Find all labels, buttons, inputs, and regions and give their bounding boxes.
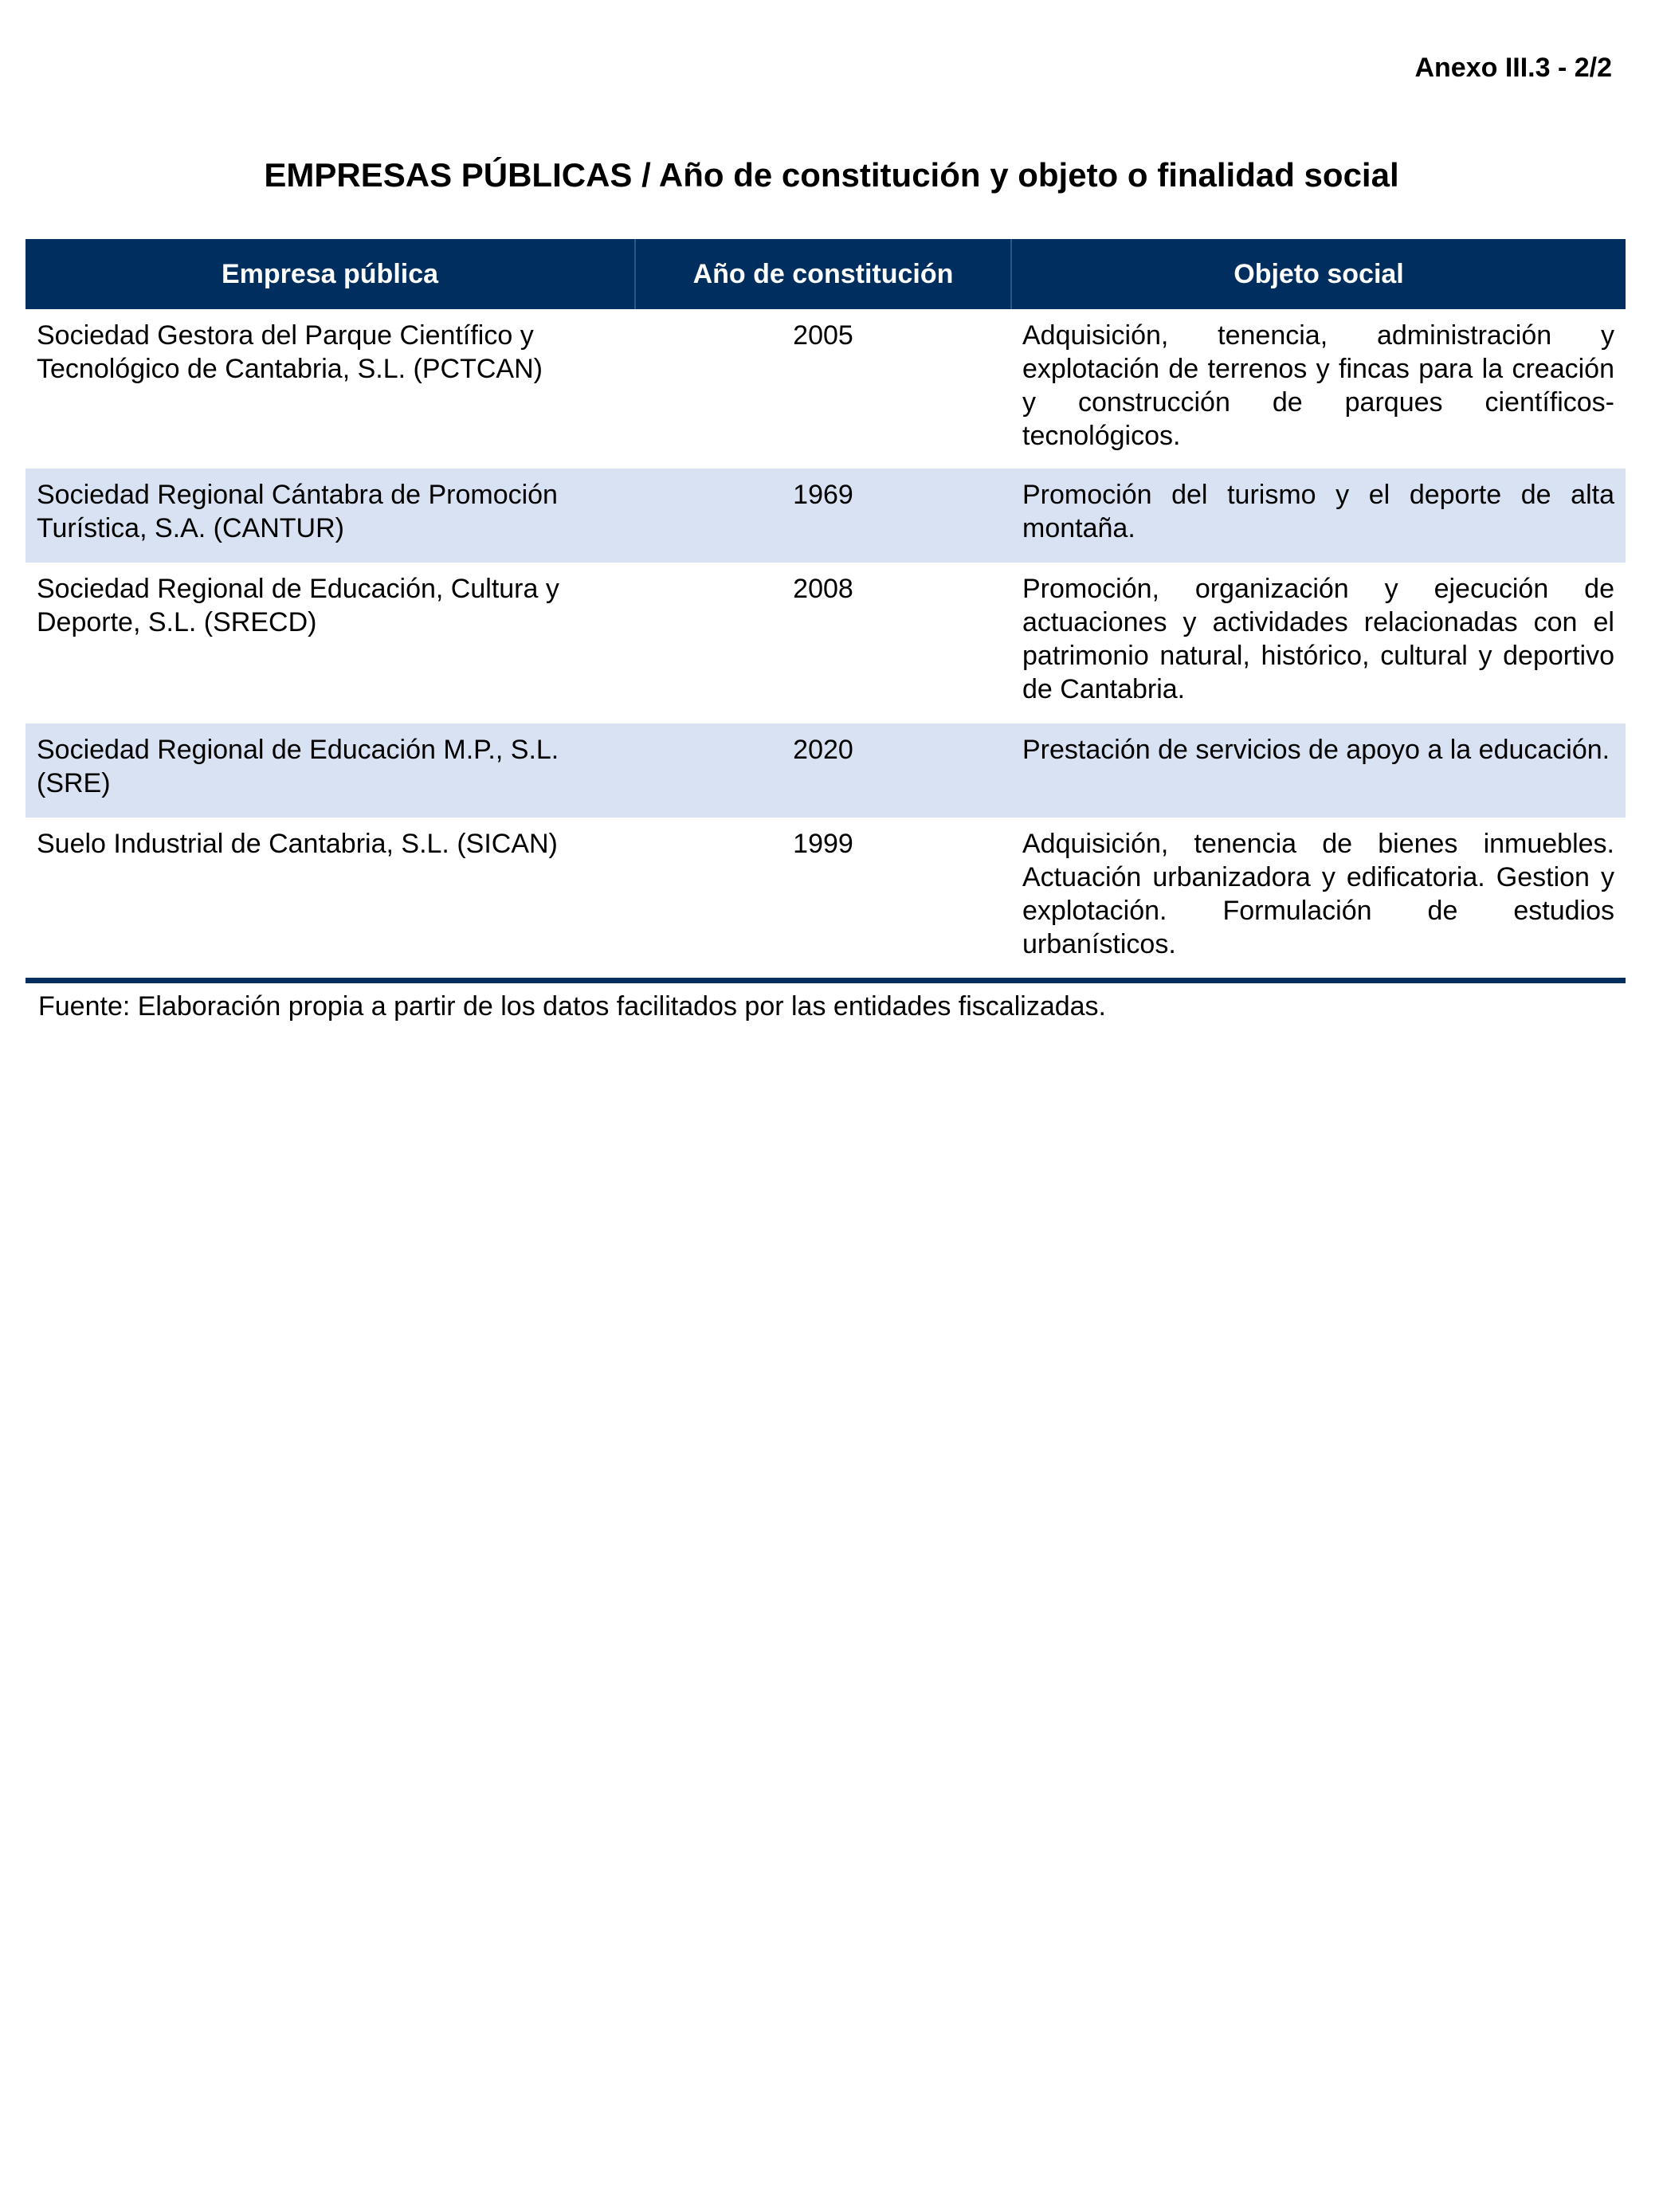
cell-empresa: Sociedad Gestora del Parque Científico y Tecnológico de Cantabria, S.L. (PCTCAN)	[37, 320, 543, 384]
table-header-row	[25, 239, 1626, 309]
annex-label: Anexo III.3 - 2/2	[1414, 53, 1612, 83]
column-header-anio: Año de constitución	[635, 239, 1011, 309]
table-row	[25, 469, 1626, 563]
table-row	[25, 309, 1626, 469]
cell-objeto: Prestación de servicios de apoyo a la educación.	[1011, 724, 1626, 818]
cell-objeto: Adquisición, tenencia de bienes inmuebles. Actuación urbanizadora y edificatoria. Gestion y explotación. Formulación de estudios urbanísticos.	[1011, 818, 1626, 980]
cell-anio: 1999	[635, 818, 1011, 980]
cell-anio: 1969	[635, 469, 1011, 563]
cell-objeto: Promoción, organización y ejecución de actuaciones y actividades relacionadas con el patrimonio natural, histórico, cultural y deportivo de Cantabria.	[1022, 574, 1614, 704]
table-row	[25, 563, 1626, 724]
cell-anio: 2020	[635, 724, 1011, 818]
companies-table	[25, 239, 1626, 983]
cell-empresa: Sociedad Regional de Educación M.P., S.L. (SRE)	[25, 724, 635, 818]
column-header-objeto: Objeto social	[1011, 239, 1626, 309]
cell-objeto: Adquisición, tenencia, administración y explotación de terrenos y fincas para la creación y construcción de parques científicos-tecnológicos.	[1022, 320, 1614, 451]
page-title: EMPRESAS PÚBLICAS / Año de constitución y objeto o finalidad social	[264, 156, 1399, 194]
cell-objeto: Promoción del turismo y el deporte de alta montaña.	[1011, 469, 1626, 563]
source-note: Fuente: Elaboración propia a partir de los datos facilitados por las entidades fiscalizadas.	[38, 991, 1106, 1022]
cell-anio: 2005	[793, 320, 853, 351]
cell-anio: 2008	[793, 574, 853, 604]
cell-empresa: Sociedad Regional Cántabra de Promoción Turística, S.A. (CANTUR)	[25, 469, 635, 563]
cell-empresa: Suelo Industrial de Cantabria, S.L. (SICAN)	[25, 818, 635, 980]
table-row	[25, 818, 1626, 980]
table-row	[25, 724, 1626, 818]
column-header-empresa: Empresa pública	[25, 239, 635, 309]
cell-empresa: Sociedad Regional de Educación, Cultura y Deporte, S.L. (SRECD)	[37, 574, 559, 637]
